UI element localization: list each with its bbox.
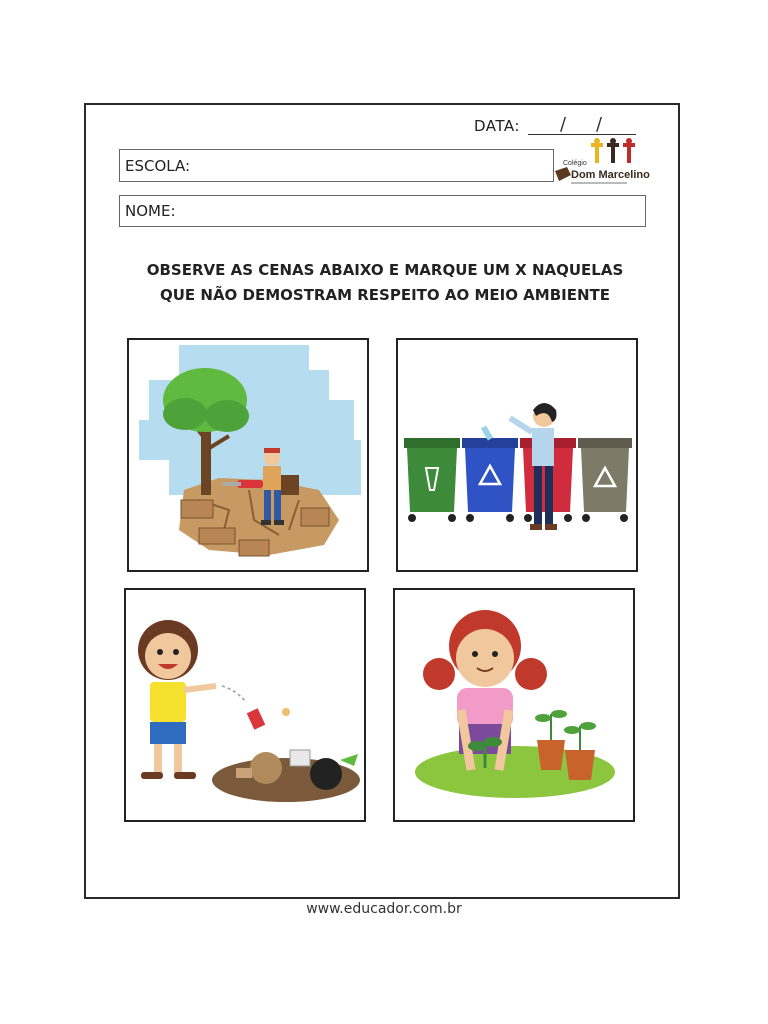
name-field[interactable]: [119, 195, 646, 227]
instructions: [100, 258, 670, 308]
planting-illustration: [395, 590, 633, 820]
date-label: DATA:: [474, 117, 520, 135]
scene-planting[interactable]: [393, 588, 635, 822]
logo-small-text: Colégio: [563, 160, 587, 167]
date-line[interactable]: / /: [528, 120, 636, 135]
logo-name: Dom Marcelino: [571, 169, 650, 181]
footer-website[interactable]: www.educador.com.br: [306, 901, 462, 917]
name-label: NOME:: [125, 202, 176, 220]
recycling-illustration: [398, 340, 636, 570]
date-field: [474, 114, 636, 135]
littering-illustration: [126, 590, 364, 820]
school-logo: [551, 137, 651, 191]
school-field[interactable]: [119, 149, 554, 182]
tree-cutting-illustration: [129, 340, 367, 570]
instruction-line-1: OBSERVE AS CENAS ABAIXO E MARQUE UM X NAQUELAS: [146, 261, 624, 279]
school-label: ESCOLA:: [125, 156, 191, 175]
instruction-line-2: QUE NÃO DEMOSTRAM RESPEITO AO MEIO AMBIENTE: [159, 286, 611, 304]
scene-recycling[interactable]: [396, 338, 638, 572]
scene-tree-cutting[interactable]: [127, 338, 369, 572]
scene-littering[interactable]: [124, 588, 366, 822]
